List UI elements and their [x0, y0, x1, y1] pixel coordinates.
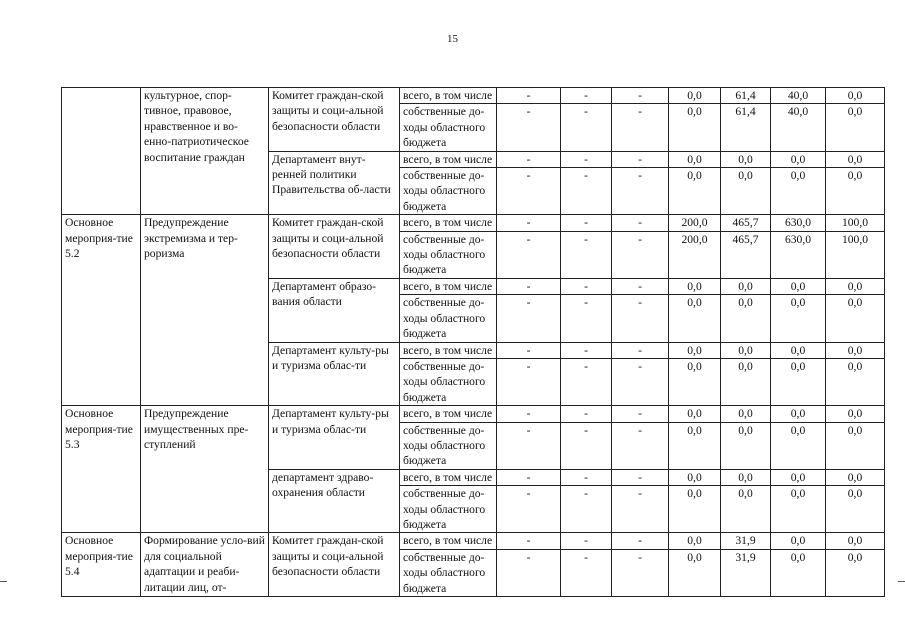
value-cell: 200,0 — [669, 215, 721, 231]
funding-type-cell: собственные до-ходы областного бюджета — [400, 104, 497, 151]
funding-type-cell: всего, в том числе — [400, 151, 497, 167]
value-cell: - — [497, 88, 561, 104]
page-number: 15 — [447, 33, 458, 45]
value-cell: - — [561, 469, 612, 485]
value-cell: - — [497, 278, 561, 294]
value-cell: - — [497, 422, 561, 469]
value-cell: - — [561, 88, 612, 104]
value-cell: 200,0 — [669, 231, 721, 278]
budget-table — [61, 87, 885, 597]
value-cell: 0,0 — [826, 533, 885, 549]
value-cell: - — [497, 342, 561, 358]
executor-cell: Комитет граждан-ской защиты и соци-альной безопасности области — [269, 215, 400, 279]
value-cell: - — [561, 406, 612, 422]
value-cell: 0,0 — [669, 358, 721, 405]
value-cell: - — [612, 358, 669, 405]
funding-type-cell: всего, в том числе — [400, 469, 497, 485]
executor-cell: Департамент образо-вания области — [269, 278, 400, 342]
value-cell: - — [561, 278, 612, 294]
value-cell: 0,0 — [826, 88, 885, 104]
value-cell: - — [497, 104, 561, 151]
value-cell: 0,0 — [669, 88, 721, 104]
value-cell: 0,0 — [771, 469, 826, 485]
value-cell: 0,0 — [669, 469, 721, 485]
value-cell: 100,0 — [826, 231, 885, 278]
value-cell: 100,0 — [826, 215, 885, 231]
value-cell: - — [561, 215, 612, 231]
value-cell: - — [612, 231, 669, 278]
value-cell: 0,0 — [826, 549, 885, 596]
value-cell: 0,0 — [669, 168, 721, 215]
value-cell: 0,0 — [721, 168, 771, 215]
funding-type-cell: собственные до-ходы областного бюджета — [400, 486, 497, 533]
value-cell: - — [497, 406, 561, 422]
funding-type-cell: всего, в том числе — [400, 406, 497, 422]
measure-title-cell: Формирование усло-вий для социальной адаптации и реаби-литации лиц, от- — [141, 533, 269, 597]
value-cell: 0,0 — [771, 533, 826, 549]
value-cell: 0,0 — [721, 406, 771, 422]
measure-label-cell — [62, 88, 141, 215]
value-cell: 0,0 — [669, 295, 721, 342]
value-cell: - — [497, 231, 561, 278]
value-cell: - — [561, 533, 612, 549]
value-cell: 0,0 — [669, 422, 721, 469]
measure-label-cell: Основное мероприя-тие 5.2 — [62, 215, 141, 406]
funding-type-cell: всего, в том числе — [400, 533, 497, 549]
value-cell: - — [561, 104, 612, 151]
value-cell: 0,0 — [771, 342, 826, 358]
value-cell: 0,0 — [721, 422, 771, 469]
value-cell: - — [561, 342, 612, 358]
funding-type-cell: всего, в том числе — [400, 215, 497, 231]
value-cell: 0,0 — [771, 549, 826, 596]
value-cell: - — [497, 486, 561, 533]
funding-type-cell: собственные до-ходы областного бюджета — [400, 549, 497, 596]
value-cell: 0,0 — [669, 406, 721, 422]
value-cell: 630,0 — [771, 215, 826, 231]
value-cell: 0,0 — [669, 278, 721, 294]
funding-type-cell: собственные до-ходы областного бюджета — [400, 168, 497, 215]
value-cell: 0,0 — [826, 469, 885, 485]
executor-cell: Департамент внут-ренней политики Правительства об-ласти — [269, 151, 400, 215]
value-cell: - — [612, 278, 669, 294]
value-cell: - — [612, 88, 669, 104]
value-cell: - — [561, 486, 612, 533]
value-cell: - — [497, 533, 561, 549]
value-cell: - — [612, 215, 669, 231]
value-cell: - — [612, 342, 669, 358]
value-cell: - — [561, 422, 612, 469]
value-cell: - — [612, 533, 669, 549]
funding-type-cell: собственные до-ходы областного бюджета — [400, 422, 497, 469]
value-cell: 0,0 — [721, 342, 771, 358]
value-cell: 61,4 — [721, 104, 771, 151]
value-cell: - — [497, 549, 561, 596]
value-cell: 0,0 — [771, 422, 826, 469]
value-cell: 0,0 — [669, 549, 721, 596]
measure-label-cell: Основное мероприя-тие 5.3 — [62, 406, 141, 533]
value-cell: 0,0 — [721, 469, 771, 485]
left-edge-mark — [0, 581, 7, 582]
value-cell: - — [561, 231, 612, 278]
value-cell: - — [561, 151, 612, 167]
value-cell: - — [612, 549, 669, 596]
value-cell: 0,0 — [669, 342, 721, 358]
value-cell: 31,9 — [721, 549, 771, 596]
value-cell: 0,0 — [771, 151, 826, 167]
value-cell: - — [561, 358, 612, 405]
value-cell: 0,0 — [721, 486, 771, 533]
table-row — [62, 533, 885, 549]
value-cell: 0,0 — [826, 358, 885, 405]
value-cell: - — [612, 151, 669, 167]
measure-title-cell: Предупреждение экстремизма и тер-роризма — [141, 215, 269, 406]
value-cell: - — [561, 295, 612, 342]
executor-cell: департамент здраво-охранения области — [269, 469, 400, 533]
value-cell: - — [497, 168, 561, 215]
value-cell: - — [612, 486, 669, 533]
table-row — [62, 215, 885, 231]
value-cell: - — [497, 151, 561, 167]
value-cell: 0,0 — [826, 422, 885, 469]
funding-type-cell: собственные до-ходы областного бюджета — [400, 358, 497, 405]
funding-type-cell: собственные до-ходы областного бюджета — [400, 295, 497, 342]
value-cell: 0,0 — [669, 533, 721, 549]
value-cell: 0,0 — [826, 104, 885, 151]
value-cell: 0,0 — [771, 295, 826, 342]
funding-type-cell: собственные до-ходы областного бюджета — [400, 231, 497, 278]
value-cell: 0,0 — [669, 486, 721, 533]
value-cell: 630,0 — [771, 231, 826, 278]
value-cell: 40,0 — [771, 104, 826, 151]
value-cell: 0,0 — [771, 278, 826, 294]
value-cell: 40,0 — [771, 88, 826, 104]
funding-type-cell: всего, в том числе — [400, 342, 497, 358]
value-cell: 0,0 — [669, 104, 721, 151]
executor-cell: Департамент культу-ры и туризма облас-ти — [269, 406, 400, 470]
value-cell: 0,0 — [721, 278, 771, 294]
value-cell: 0,0 — [771, 168, 826, 215]
value-cell: - — [612, 422, 669, 469]
funding-type-cell: всего, в том числе — [400, 278, 497, 294]
value-cell: - — [497, 295, 561, 342]
measure-title-cell: культурное, спор-тивное, правовое, нравственное и во-енно-патриотическое воспитание граждан — [141, 88, 269, 215]
value-cell: 0,0 — [826, 342, 885, 358]
value-cell: 31,9 — [721, 533, 771, 549]
value-cell: 0,0 — [826, 406, 885, 422]
value-cell: 0,0 — [721, 358, 771, 405]
measure-title-cell: Предупреждение имущественных пре-ступлений — [141, 406, 269, 533]
value-cell: - — [497, 215, 561, 231]
value-cell: - — [612, 104, 669, 151]
value-cell: 465,7 — [721, 231, 771, 278]
executor-cell: Комитет граждан-ской защиты и соци-альной безопасности области — [269, 533, 400, 597]
value-cell: - — [612, 469, 669, 485]
value-cell: 0,0 — [721, 151, 771, 167]
value-cell: - — [561, 549, 612, 596]
value-cell: - — [612, 168, 669, 215]
value-cell: 0,0 — [826, 278, 885, 294]
value-cell: 0,0 — [826, 295, 885, 342]
table-row — [62, 406, 885, 422]
value-cell: 0,0 — [826, 151, 885, 167]
value-cell: 0,0 — [669, 151, 721, 167]
value-cell: - — [497, 469, 561, 485]
value-cell: - — [612, 406, 669, 422]
executor-cell: Департамент культу-ры и туризма облас-ти — [269, 342, 400, 406]
value-cell: 0,0 — [826, 168, 885, 215]
measure-label-cell: Основное мероприя-тие 5.4 — [62, 533, 141, 597]
table-row — [62, 88, 885, 104]
value-cell: 61,4 — [721, 88, 771, 104]
right-edge-mark — [898, 581, 905, 582]
funding-type-cell: всего, в том числе — [400, 88, 497, 104]
value-cell: 0,0 — [771, 486, 826, 533]
value-cell: 465,7 — [721, 215, 771, 231]
value-cell: 0,0 — [826, 486, 885, 533]
value-cell: - — [612, 295, 669, 342]
value-cell: - — [561, 168, 612, 215]
value-cell: 0,0 — [721, 295, 771, 342]
value-cell: - — [497, 358, 561, 405]
value-cell: 0,0 — [771, 358, 826, 405]
value-cell: 0,0 — [771, 406, 826, 422]
executor-cell: Комитет граждан-ской защиты и соци-альной безопасности области — [269, 88, 400, 152]
